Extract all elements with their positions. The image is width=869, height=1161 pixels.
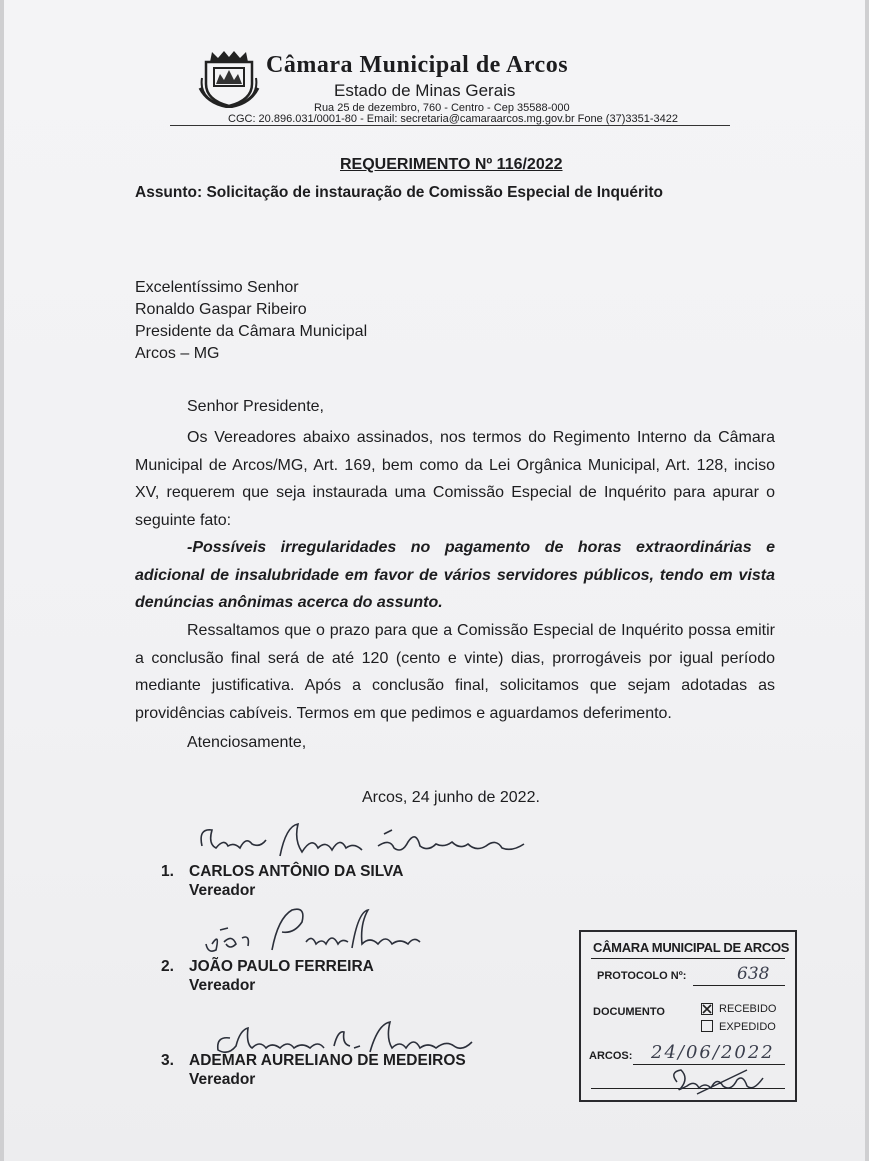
body-paragraph: Ressaltamos que o prazo para que a Comissão Especial de Inquérito possa emitir a conclusão final será de até 120 (cento e vinte) dias, prorrogáveis por igual período mediante justificativa. Após a conclusão final, solicitamos que sejam adotadas as providências cabíveis. Termos em que pedimos e aguardamos deferimento. xyxy=(135,622,775,722)
letterhead-divider xyxy=(170,125,730,126)
signatory-name: JOÃO PAULO FERREIRA xyxy=(189,958,374,975)
date-line-stamp xyxy=(633,1064,785,1065)
protocol-label: PROTOCOLO Nº: xyxy=(597,970,687,982)
addressee-block xyxy=(135,277,367,365)
check-x-icon xyxy=(702,1004,712,1014)
addressee-line: Arcos – MG xyxy=(135,345,220,362)
state-name: Estado de Minas Gerais xyxy=(334,81,516,100)
signatory-role: Vereador xyxy=(189,1071,256,1088)
protocol-line xyxy=(693,985,785,986)
closing: Atenciosamente, xyxy=(187,734,307,751)
signatory-1 xyxy=(161,862,403,900)
addressee-line: Excelentíssimo Senhor xyxy=(135,279,299,296)
body-paragraph: Os Vereadores abaixo assinados, nos termos do Regimento Interno da Câmara Municipal de Arcos/MG, Art. 169, bem como da Lei Orgânica Municipal, Art. 128, inciso XV, requerem que seja instaurada uma Comissão Especial de Inquérito para apurar o seguinte fato: xyxy=(135,429,775,529)
received-label: RECEBIDO xyxy=(719,1003,777,1015)
organization-address: Rua 25 de dezembro, 760 - Centro - Cep 35588-000 xyxy=(314,102,570,114)
stamp-date-handwritten: 24/06/2022 xyxy=(651,1042,775,1063)
protocol-number-handwritten: 638 xyxy=(737,964,770,984)
stamp-divider xyxy=(591,958,785,959)
signatory-3 xyxy=(161,1051,466,1089)
signatory-number: 2. xyxy=(161,958,174,975)
date-line: Arcos, 24 junho de 2022. xyxy=(362,789,540,806)
signatory-name: ADEMAR AURELIANO DE MEDEIROS xyxy=(189,1052,466,1069)
place-label: ARCOS: xyxy=(589,1050,633,1062)
document-label: DOCUMENTO xyxy=(593,1006,665,1018)
document-page xyxy=(4,0,865,1161)
organization-name: Câmara Municipal de Arcos xyxy=(266,52,569,78)
document-subject: Assunto: Solicitação de instauração de Comissão Especial de Inquérito xyxy=(135,184,663,201)
addressee-line: Presidente da Câmara Municipal xyxy=(135,323,368,340)
handwritten-signature-1 xyxy=(194,818,544,864)
signatory-2 xyxy=(161,957,374,995)
signatory-number: 1. xyxy=(161,863,174,880)
signatory-role: Vereador xyxy=(189,882,256,899)
protocol-stamp xyxy=(579,930,797,1102)
addressee-line: Ronaldo Gaspar Ribeiro xyxy=(135,301,307,318)
organization-contact: CGC: 20.896.031/0001-80 - Email: secretaria@camaraarcos.mg.gov.br Fone (37)3351-3422 xyxy=(228,113,678,125)
received-checkbox xyxy=(701,1003,713,1015)
stamp-signature xyxy=(667,1066,777,1096)
signatory-number: 3. xyxy=(161,1052,174,1069)
signatory-name: CARLOS ANTÔNIO DA SILVA xyxy=(189,863,404,880)
signatory-role: Vereador xyxy=(189,977,256,994)
salutation: Senhor Presidente, xyxy=(187,398,324,415)
document-title: REQUERIMENTO Nº 116/2022 xyxy=(340,156,563,173)
sent-label: EXPEDIDO xyxy=(719,1021,776,1033)
municipal-crest-icon xyxy=(198,48,260,108)
sent-checkbox xyxy=(701,1020,713,1032)
body-paragraph-highlight: -Possíveis irregularidades no pagamento de horas extraordinárias e adicional de insalubridade em favor de vários servidores públicos, tendo em vista denúncias anônimas acerca do assunto. xyxy=(135,539,775,611)
stamp-title: CÂMARA MUNICIPAL DE ARCOS xyxy=(593,940,790,955)
handwritten-signature-2 xyxy=(202,904,432,958)
